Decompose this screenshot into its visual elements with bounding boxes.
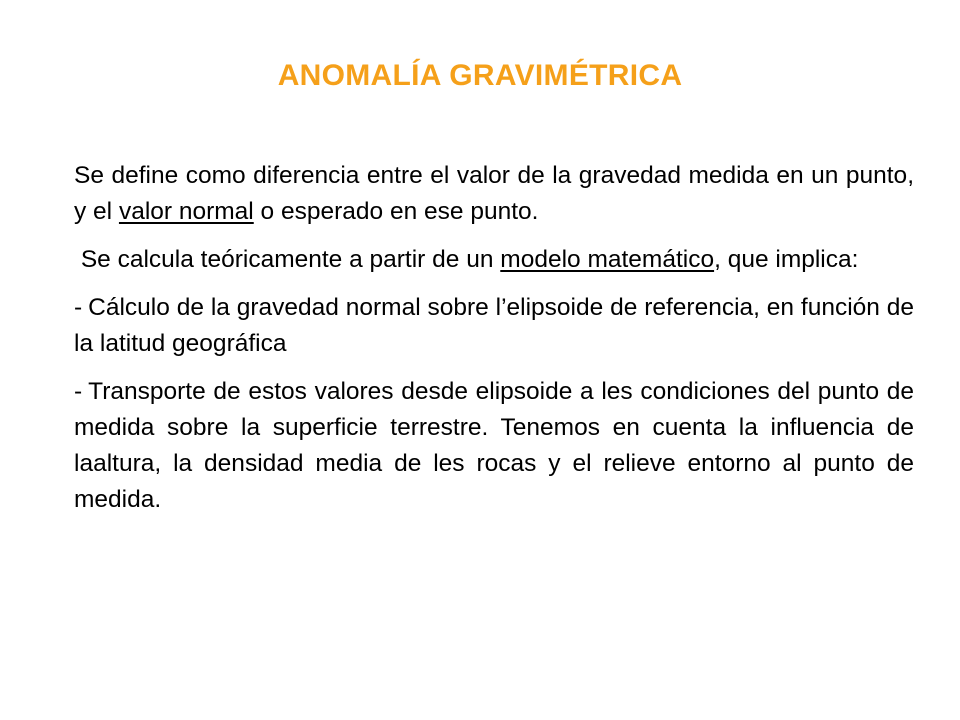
slide-title: ANOMALÍA GRAVIMÉTRICA — [277, 59, 683, 92]
list-item-normal-gravity — [74, 290, 914, 362]
list-dash: - — [74, 378, 83, 405]
list-item-text: Transporte de estos valores desde elipsoide a les condiciones del punto de medida sobre la superficie terrestre. Tenemos en cuenta la influencia de laaltura, la densidad media de les rocas y el relieve entorno al punto de medida. — [74, 378, 914, 513]
definition-text-after: o esperado en ese punto. — [253, 198, 539, 225]
definition-paragraph — [74, 158, 914, 230]
calculation-text-before: Se calcula teóricamente a partir de un — [80, 246, 501, 273]
list-item-transport — [74, 374, 914, 518]
valor-normal-term: valor normal — [118, 198, 254, 225]
slide-body — [74, 158, 914, 518]
list-dash: - — [74, 294, 83, 321]
definition-text-before: Se define como diferencia entre el valor de la gravedad medida en un punto, y el — [74, 162, 914, 225]
modelo-matematico-term: modelo matemático — [500, 246, 715, 273]
calculation-paragraph — [74, 242, 914, 278]
list-item-text: Cálculo de la gravedad normal sobre l’elipsoide de referencia, en función de la latitud geográfica — [74, 294, 914, 357]
calculation-text-after: , que implica: — [714, 246, 859, 273]
